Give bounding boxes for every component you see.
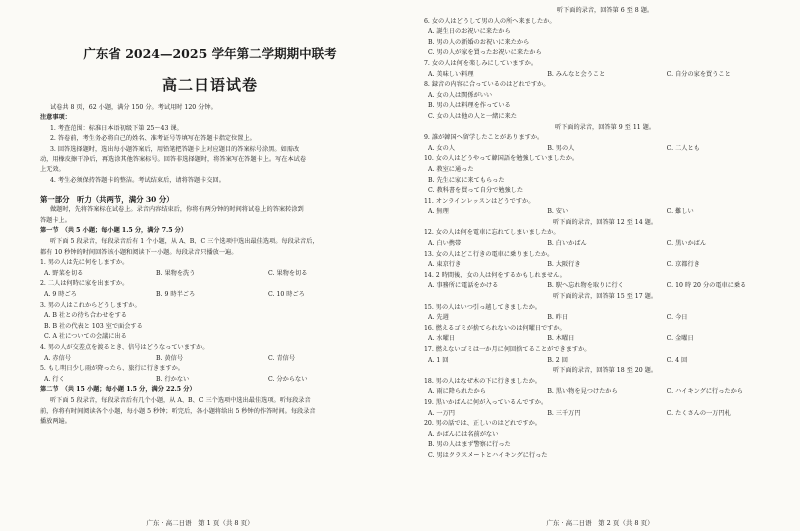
option-c[interactable]: C. 黒いかばん — [666, 240, 707, 248]
option-c[interactable]: C. 京都行き — [666, 261, 700, 269]
note-item: 4. 考生必须保持答题卡的整洁。考试结束后，请将答题卡交回。 — [50, 176, 225, 184]
recording-instruction: 听下面的录音，回答第 9 至 11 题。 — [554, 123, 656, 131]
option-a[interactable]: A. 誕生日のお祝いに来たから — [428, 28, 511, 36]
question-10: 10. 女の人はどうやって韓国語を勉強していましたか。 — [424, 155, 579, 163]
option-b[interactable]: B. 先生に家に来てもらった — [428, 176, 505, 184]
question-12: 12. 女の人は何を電車に忘れてしまいましたか。 — [424, 229, 560, 237]
exam-subtitle: 高二日语试卷 — [161, 76, 258, 94]
section2-desc: 听下面 5 段录音，每段录音后有几个小题，从 A、B、C 三个选项中选出最佳选项。听每段录音 — [50, 396, 311, 404]
options-20 — [424, 430, 786, 462]
section2-desc: 前，你将有时间阅读各个小题，每小题 5 秒钟；听完后，各小题将给出 5 秒钟的作答时间。每段录音 — [40, 407, 316, 415]
note-item: 1. 考查范围：标准日本语初级下第 25～43 课。 — [50, 124, 183, 132]
option-b[interactable]: B. 昨日 — [547, 314, 569, 322]
option-c[interactable]: C. 10 時 20 分の電車に乗る — [666, 282, 747, 290]
option-a[interactable]: A. 女の人は関係がいい — [428, 91, 493, 99]
option-b[interactable]: B. 果物を洗う — [156, 269, 196, 277]
option-a[interactable]: A. 行く — [44, 375, 65, 383]
right-page — [400, 0, 800, 531]
question-2: 2. 二人は何時に家を出ますか。 — [40, 280, 129, 288]
option-a[interactable]: A. かばんには名前がない — [428, 430, 499, 438]
option-b[interactable]: B. 三千万円 — [547, 409, 581, 417]
part1-heading: 第一部分 听力（共两节，满分 30 分） — [40, 195, 174, 205]
question-14: 14. 2 時間後、女の人は何をするかもしれません。 — [424, 271, 566, 279]
option-a[interactable]: A. 教室に通った — [428, 165, 474, 173]
question-16: 16. 燃えるゴミが捨てられないのは何曜日ですか。 — [424, 324, 566, 332]
question-13: 13. 女の人はどこ行きの電車に乗りましたか。 — [424, 250, 554, 258]
option-c[interactable]: C. 青信号 — [268, 354, 296, 362]
option-b[interactable]: B. 白いかばん — [547, 240, 587, 248]
option-b[interactable]: B. みんなと会うこと — [547, 70, 606, 78]
option-b[interactable]: B. 黄信号 — [156, 354, 184, 362]
option-a[interactable]: A. 水曜日 — [428, 335, 455, 343]
section1-desc: 都有 10 秒钟的时间回答该小题和阅读下一小题。每段录音只播放一遍。 — [40, 248, 238, 256]
section1-desc: 听下面 5 段录音，每段录音后有 1 个小题，从 A、B、C 三个选项中选出最佳选项。每段录音后， — [50, 238, 319, 246]
option-c[interactable]: C. たくさんの一万円札 — [666, 409, 731, 417]
option-c[interactable]: C. 自分の家を買うこと — [666, 70, 731, 78]
option-b[interactable]: B. 安い — [547, 208, 569, 216]
recording-instruction: 听下面的录音，回答第 6 至 8 题。 — [556, 7, 654, 14]
question-8: 8. 録音の内容に合っているのはどれですか。 — [424, 81, 550, 89]
option-a[interactable]: A. 女の人 — [428, 144, 455, 152]
option-a[interactable]: A. 無理 — [428, 208, 449, 216]
option-a[interactable]: A. 美味しい料理 — [428, 70, 474, 78]
options-9 — [424, 144, 786, 155]
option-b[interactable]: B. 大阪行き — [547, 261, 581, 269]
option-b[interactable]: B. 男の人はまず警察に行った — [428, 441, 511, 449]
note-item: 3. 回答选择题时，选出每小题答案后，用铅笔把答题卡上对应题目的答案标号涂黑。如需改 — [50, 145, 300, 153]
options-17 — [424, 356, 786, 367]
options-10 — [424, 165, 786, 197]
option-b[interactable]: B. 黒い物を見つけたから — [547, 388, 618, 396]
option-a[interactable]: A. 事務所に電話をかける — [428, 282, 499, 290]
option-c[interactable]: C. 男はクラスメートとハイキングに行った — [428, 451, 548, 459]
option-b[interactable]: B. B 社の代表と 103 室で面会する — [44, 322, 143, 330]
question-19: 19. 黒いかばんに何が入っているんですか。 — [424, 398, 548, 406]
question-17: 17. 燃えないゴミは一か月に何回捨てることができますか。 — [424, 346, 591, 353]
option-b[interactable]: B. 男の人 — [547, 144, 575, 152]
recording-instruction: 听下面的录音，回答第 12 至 14 题。 — [552, 218, 658, 226]
page-footer: 广东 · 高二日语 第 1 页（共 8 页） — [146, 519, 254, 527]
section2-heading: 第二节 （共 15 小题；每小题 1.5 分，满分 22.5 分） — [40, 386, 196, 394]
question-5: 5. もし明日少し雨が降ったら、旅行に行きますか。 — [40, 365, 184, 373]
option-a[interactable]: A. 1 回 — [428, 356, 449, 364]
note-item: 上无效。 — [40, 166, 65, 174]
option-c[interactable]: C. 男の人が家を買ったお祝いに来たから — [428, 49, 542, 57]
question-7: 7. 女の人は何を楽しみにしていますか。 — [424, 59, 538, 67]
option-a[interactable]: A. 雨に降られたから — [428, 388, 486, 396]
question-6: 6. 女の人はどうして男の人の所へ来ましたか。 — [424, 17, 556, 25]
option-c[interactable]: C. 分からない — [268, 375, 308, 383]
options-5 — [40, 375, 380, 386]
question-15: 15. 男の人はいつ引っ越してきましたか。 — [424, 303, 541, 311]
option-b[interactable]: B. 男の人は料理を作っている — [428, 102, 511, 110]
option-a[interactable]: A. 赤信号 — [44, 354, 71, 362]
option-b[interactable]: B. 木曜日 — [547, 335, 575, 343]
options-3 — [40, 311, 380, 343]
question-4: 4. 男の人が交差点を渡るとき、信号はどうなっていますか。 — [40, 343, 209, 351]
option-a[interactable]: A. 野菜を切る — [44, 269, 84, 277]
option-c[interactable]: C. 金曜日 — [666, 335, 694, 343]
question-3: 3. 男の人はこれからどうしますか。 — [40, 301, 141, 309]
question-11: 11. オンラインレッスンはどうですか。 — [424, 197, 535, 205]
options-15 — [424, 313, 786, 324]
part1-desc: 答题卡上。 — [40, 216, 71, 224]
option-c[interactable]: C. 難しい — [666, 208, 694, 216]
option-a[interactable]: A. 一万円 — [428, 409, 455, 417]
page-footer: 广东 · 高二日语 第 2 页（共 8 页） — [546, 519, 654, 527]
options-12 — [424, 239, 786, 250]
options-2 — [40, 290, 380, 301]
option-a[interactable]: A. B 社との待ち合わせをする — [44, 312, 127, 320]
option-c[interactable]: C. A 社についての会議に出る — [44, 333, 127, 341]
option-c[interactable]: C. 今日 — [666, 314, 688, 322]
options-19 — [424, 409, 786, 420]
option-b[interactable]: B. 行かない — [156, 375, 190, 383]
section1-heading: 第一节 （共 5 小题；每小题 1.5 分，满分 7.5 分） — [40, 227, 188, 235]
option-a[interactable]: A. 9 時ごろ — [44, 291, 77, 298]
option-c[interactable]: C. 果物を切る — [268, 269, 308, 277]
options-14 — [424, 281, 786, 292]
options-6 — [424, 27, 786, 59]
options-1 — [40, 269, 380, 280]
option-c[interactable]: C. 10 時ごろ — [268, 291, 305, 298]
option-c[interactable]: C. ハイキングに行ったから — [666, 388, 743, 396]
option-a[interactable]: A. 白い携帯 — [428, 240, 462, 248]
exam-title: 广东省 2024—2025 学年第二学期期中联考 — [83, 46, 337, 61]
options-18 — [424, 387, 786, 398]
option-c[interactable]: C. 女の人は他の人と一緒に来た — [428, 112, 517, 120]
note-item: 2. 答卷前，考生务必将自己的姓名、准考证号等填写在答题卡指定位置上。 — [50, 135, 256, 143]
option-b[interactable]: B. 男の人の新婚のお祝いに来たから — [428, 38, 530, 46]
question-20: 20. 男の話では、正しいのはどれですか。 — [424, 420, 541, 428]
options-13 — [424, 260, 786, 271]
question-1: 1. 男の人は先に何をしますか。 — [40, 259, 129, 267]
option-a[interactable]: A. 先週 — [428, 314, 449, 322]
recording-instruction: 听下面的录音，回答第 15 至 17 题。 — [552, 293, 658, 301]
note-item: 动，用橡皮擦干净后，再选涂其他答案标号。回答非选择题时，将答案写在答题卡上。写在本试卷 — [40, 156, 307, 164]
exam-info: 试卷共 8 页，62 小题，满分 150 分。考试用时 120 分钟。 — [50, 104, 217, 111]
option-c[interactable]: C. 教科書を買って自分で勉強した — [428, 187, 524, 195]
options-16 — [424, 334, 786, 345]
option-b[interactable]: B. 2 回 — [547, 356, 568, 364]
section2-desc: 播放两遍。 — [40, 418, 71, 426]
part1-desc: 做题时，先将答案标在试卷上。录音内容结束后，你将有两分钟的时间将试卷上的答案转涂到 — [50, 206, 304, 214]
recording-instruction: 听下面的录音，回答第 18 至 20 题。 — [552, 367, 658, 375]
option-b[interactable]: B. 駅へ忘れ物を取りに行く — [547, 282, 624, 290]
options-7 — [424, 70, 786, 81]
option-c[interactable]: C. 二人とも — [666, 144, 700, 152]
option-b[interactable]: B. 9 時半ごろ — [156, 291, 196, 298]
question-18: 18. 男の人はなぜ木の下に行きましたか。 — [424, 377, 541, 385]
options-4 — [40, 354, 380, 365]
option-c[interactable]: C. 4 回 — [666, 356, 688, 364]
question-9: 9. 誰が韓国へ留学したことがありますか。 — [424, 134, 544, 142]
notes-heading: 注意事项： — [40, 114, 71, 122]
options-11 — [424, 207, 786, 218]
options-8 — [424, 91, 786, 123]
option-a[interactable]: A. 東京行き — [428, 261, 462, 269]
